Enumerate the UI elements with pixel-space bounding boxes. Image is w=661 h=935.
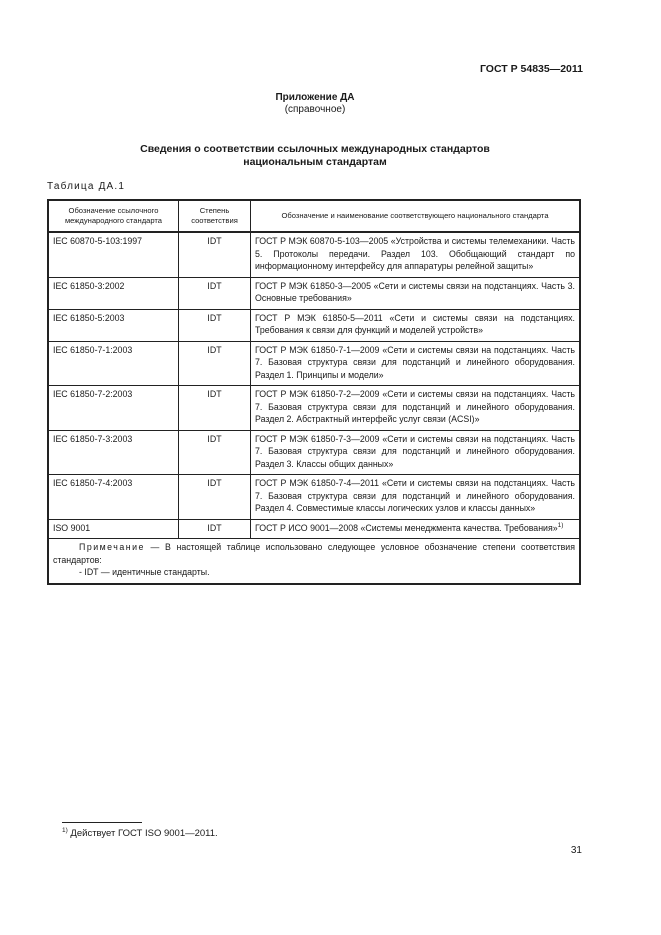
table-row (48, 430, 580, 475)
section-heading-line-2: национальным стандартам (243, 156, 387, 168)
table-row (48, 232, 580, 277)
national-standard-cell (251, 519, 581, 539)
table-row (48, 341, 580, 386)
table-header-row (48, 200, 580, 232)
international-standard-cell: IEC 61850-7-1:2003 (48, 341, 179, 386)
degree-cell: IDT (179, 430, 251, 475)
footnote-marker: 1) (62, 826, 68, 834)
section-heading (0, 143, 630, 169)
note-item: - IDT — идентичные стандарты. (79, 567, 210, 577)
footnote (62, 828, 218, 839)
column-header-national: Обозначение и наименование соответствующего национального стандарта (251, 200, 581, 232)
note-label: Примечание (79, 542, 145, 552)
national-standard-cell: ГОСТ Р МЭК 61850-7-2—2009 «Сети и системы связи на подстанциях. Часть 7. Базовая структура связи для подстанций и линейного оборудования. Раздел 2. Абстрактный интерфейс услуг связи (ACSI)» (251, 386, 581, 431)
national-standard-cell: ГОСТ Р МЭК 61850-5—2011 «Сети и системы связи на подстанциях. Требования к связи для функций и моделей устройств» (251, 309, 581, 341)
document-standard-number: ГОСТ Р 54835—2011 (479, 63, 583, 75)
degree-cell: IDT (179, 475, 251, 520)
table-note (48, 539, 580, 584)
degree-cell: IDT (179, 232, 251, 277)
national-standard-cell: ГОСТ Р МЭК 60870-5-103—2005 «Устройства и системы телемеханики. Часть 5. Протоколы передачи. Раздел 103. Обобщающий стандарт по информационному интерфейсу для аппаратуры релейной защиты» (251, 232, 581, 277)
section-heading-line-1: Сведения о соответствии ссылочных международных стандартов (140, 143, 490, 155)
footnote-text: Действует ГОСТ ISO 9001—2011. (67, 828, 218, 839)
degree-cell: IDT (179, 386, 251, 431)
table-row (48, 386, 580, 431)
national-standard-cell: ГОСТ Р МЭК 61850-3—2005 «Сети и системы связи на подстанциях. Часть 3. Основные требования» (251, 277, 581, 309)
table-row (48, 277, 580, 309)
note-text: — В настоящей таблице использовано следующее условное обозначение степени соответствия стандартов: (53, 542, 575, 565)
international-standard-cell: ISO 9001 (48, 519, 179, 539)
footnote-reference: 1) (557, 521, 564, 529)
degree-cell: IDT (179, 341, 251, 386)
national-standard-cell: ГОСТ Р МЭК 61850-7-4—2011 «Сети и системы связи на подстанциях. Часть 7. Базовая структура связи для подстанций и линейного оборудования. Раздел 4. Совместимые классы логических узлов и классы данных» (251, 475, 581, 520)
international-standard-cell: IEC 61850-3:2002 (48, 277, 179, 309)
international-standard-cell: IEC 61850-7-2:2003 (48, 386, 179, 431)
degree-cell: IDT (179, 519, 251, 539)
table-row (48, 519, 580, 539)
appendix-subtitle: (справочное) (284, 104, 346, 115)
degree-cell: IDT (179, 277, 251, 309)
national-standard-cell: ГОСТ Р МЭК 61850-7-3—2009 «Сети и системы связи на подстанциях. Часть 7. Базовая структура связи для подстанций и линейного оборудования. Раздел 3. Классы общих данных» (251, 430, 581, 475)
international-standard-cell: IEC 61850-5:2003 (48, 309, 179, 341)
table-row (48, 309, 580, 341)
correspondence-table (47, 199, 581, 585)
column-header-international: Обозначение ссылочного международного стандарта (48, 200, 179, 232)
table-row (48, 475, 580, 520)
table-note-row (48, 539, 580, 584)
national-standard-text: ГОСТ Р ИСО 9001—2008 «Системы менеджмента качества. Требования» (255, 522, 558, 533)
column-header-degree: Степень соответствия (179, 200, 251, 232)
international-standard-cell: IEC 61850-7-3:2003 (48, 430, 179, 475)
appendix-title: Приложение ДА (275, 92, 355, 103)
footnote-separator (62, 822, 142, 823)
international-standard-cell: IEC 61850-7-4:2003 (48, 475, 179, 520)
degree-cell: IDT (179, 309, 251, 341)
page-number: 31 (570, 845, 582, 856)
international-standard-cell: IEC 60870-5-103:1997 (48, 232, 179, 277)
table-label: Таблица ДА.1 (47, 181, 126, 192)
national-standard-cell: ГОСТ Р МЭК 61850-7-1—2009 «Сети и системы связи на подстанциях. Часть 7. Базовая структура связи для подстанций и линейного оборудования. Раздел 1. Принципы и модели» (251, 341, 581, 386)
